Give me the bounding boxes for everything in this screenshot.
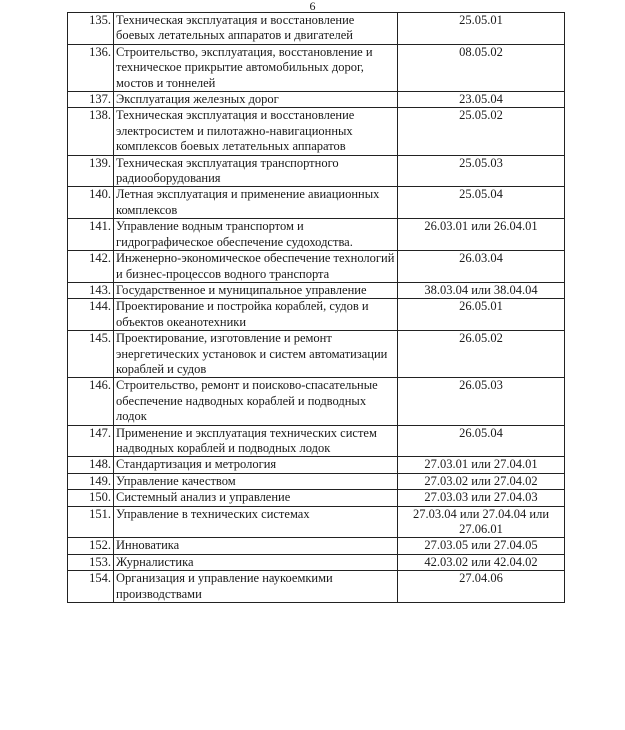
row-number: 138. [68, 108, 114, 155]
table-row [68, 92, 565, 108]
specialty-name: Системный анализ и управление [114, 490, 398, 506]
row-number: 139. [68, 155, 114, 187]
specialty-name: Организация и управление наукоемкими производствами [114, 571, 398, 603]
specialty-name: Техническая эксплуатация и восстановление боевых летательных аппаратов и двигателей [114, 13, 398, 45]
row-number: 151. [68, 506, 114, 538]
row-number: 147. [68, 425, 114, 457]
specialty-code: 25.05.03 [398, 155, 565, 187]
specialty-code: 27.03.05 или 27.04.05 [398, 538, 565, 554]
row-number: 153. [68, 554, 114, 570]
table-row [68, 571, 565, 603]
specialties-table [67, 12, 565, 603]
specialty-name: Летная эксплуатация и применение авиационных комплексов [114, 187, 398, 219]
specialty-name: Строительство, ремонт и поисково-спасательные обеспечение надводных кораблей и подводных лодок [114, 378, 398, 425]
specialty-code: 26.05.04 [398, 425, 565, 457]
page-number: 6 [309, 0, 316, 13]
specialty-name: Управление качеством [114, 473, 398, 489]
row-number: 135. [68, 13, 114, 45]
table-row [68, 554, 565, 570]
specialty-code: 27.03.01 или 27.04.01 [398, 457, 565, 473]
specialty-name: Проектирование и постройка кораблей, судов и объектов океанотехники [114, 299, 398, 331]
row-number: 152. [68, 538, 114, 554]
row-number: 154. [68, 571, 114, 603]
table-row [68, 108, 565, 155]
specialty-name: Проектирование, изготовление и ремонт энергетических установок и систем автоматизации кораблей и судов [114, 331, 398, 378]
specialty-name: Техническая эксплуатация транспортного радиооборудования [114, 155, 398, 187]
table-row [68, 251, 565, 283]
row-number: 141. [68, 219, 114, 251]
table-row [68, 506, 565, 538]
row-number: 143. [68, 282, 114, 298]
table-row [68, 378, 565, 425]
row-number: 146. [68, 378, 114, 425]
specialty-code: 27.03.03 или 27.04.03 [398, 490, 565, 506]
specialty-code: 27.03.02 или 27.04.02 [398, 473, 565, 489]
table-row [68, 13, 565, 45]
specialty-name: Эксплуатация железных дорог [114, 92, 398, 108]
specialty-name: Журналистика [114, 554, 398, 570]
specialty-name: Техническая эксплуатация и восстановление электросистем и пилотажно-навигационных комплексов боевых летательных аппаратов [114, 108, 398, 155]
specialty-name: Государственное и муниципальное управление [114, 282, 398, 298]
specialty-name: Строительство, эксплуатация, восстановление и техническое прикрытие автомобильных дорог, мостов и тоннелей [114, 44, 398, 91]
specialty-code: 38.03.04 или 38.04.04 [398, 282, 565, 298]
specialty-name: Применение и эксплуатация технических систем надводных кораблей и подводных лодок [114, 425, 398, 457]
specialty-code: 26.05.03 [398, 378, 565, 425]
specialty-code: 08.05.02 [398, 44, 565, 91]
row-number: 137. [68, 92, 114, 108]
table-row [68, 282, 565, 298]
table-row [68, 331, 565, 378]
row-number: 149. [68, 473, 114, 489]
table-row [68, 457, 565, 473]
table-row [68, 538, 565, 554]
row-number: 145. [68, 331, 114, 378]
table-row [68, 187, 565, 219]
specialty-name: Управление водным транспортом и гидрографическое обеспечение судоходства. [114, 219, 398, 251]
specialty-name: Стандартизация и метрология [114, 457, 398, 473]
row-number: 148. [68, 457, 114, 473]
specialty-code: 26.03.04 [398, 251, 565, 283]
table-row [68, 473, 565, 489]
specialty-code: 23.05.04 [398, 92, 565, 108]
specialty-code: 25.05.04 [398, 187, 565, 219]
specialty-code: 27.03.04 или 27.04.04 или 27.06.01 [398, 506, 565, 538]
row-number: 144. [68, 299, 114, 331]
specialty-name: Инноватика [114, 538, 398, 554]
row-number: 142. [68, 251, 114, 283]
table-row [68, 299, 565, 331]
specialty-code: 25.05.01 [398, 13, 565, 45]
table-row [68, 155, 565, 187]
table-row [68, 490, 565, 506]
table-row [68, 425, 565, 457]
specialty-code: 42.03.02 или 42.04.02 [398, 554, 565, 570]
specialty-code: 25.05.02 [398, 108, 565, 155]
row-number: 150. [68, 490, 114, 506]
table-body [68, 13, 565, 603]
table-row [68, 44, 565, 91]
specialty-code: 26.05.02 [398, 331, 565, 378]
specialty-code: 27.04.06 [398, 571, 565, 603]
specialty-code: 26.05.01 [398, 299, 565, 331]
row-number: 136. [68, 44, 114, 91]
specialty-code: 26.03.01 или 26.04.01 [398, 219, 565, 251]
specialty-name: Инженерно-экономическое обеспечение технологий и бизнес-процессов водного транспорта [114, 251, 398, 283]
table-row [68, 219, 565, 251]
specialty-name: Управление в технических системах [114, 506, 398, 538]
row-number: 140. [68, 187, 114, 219]
